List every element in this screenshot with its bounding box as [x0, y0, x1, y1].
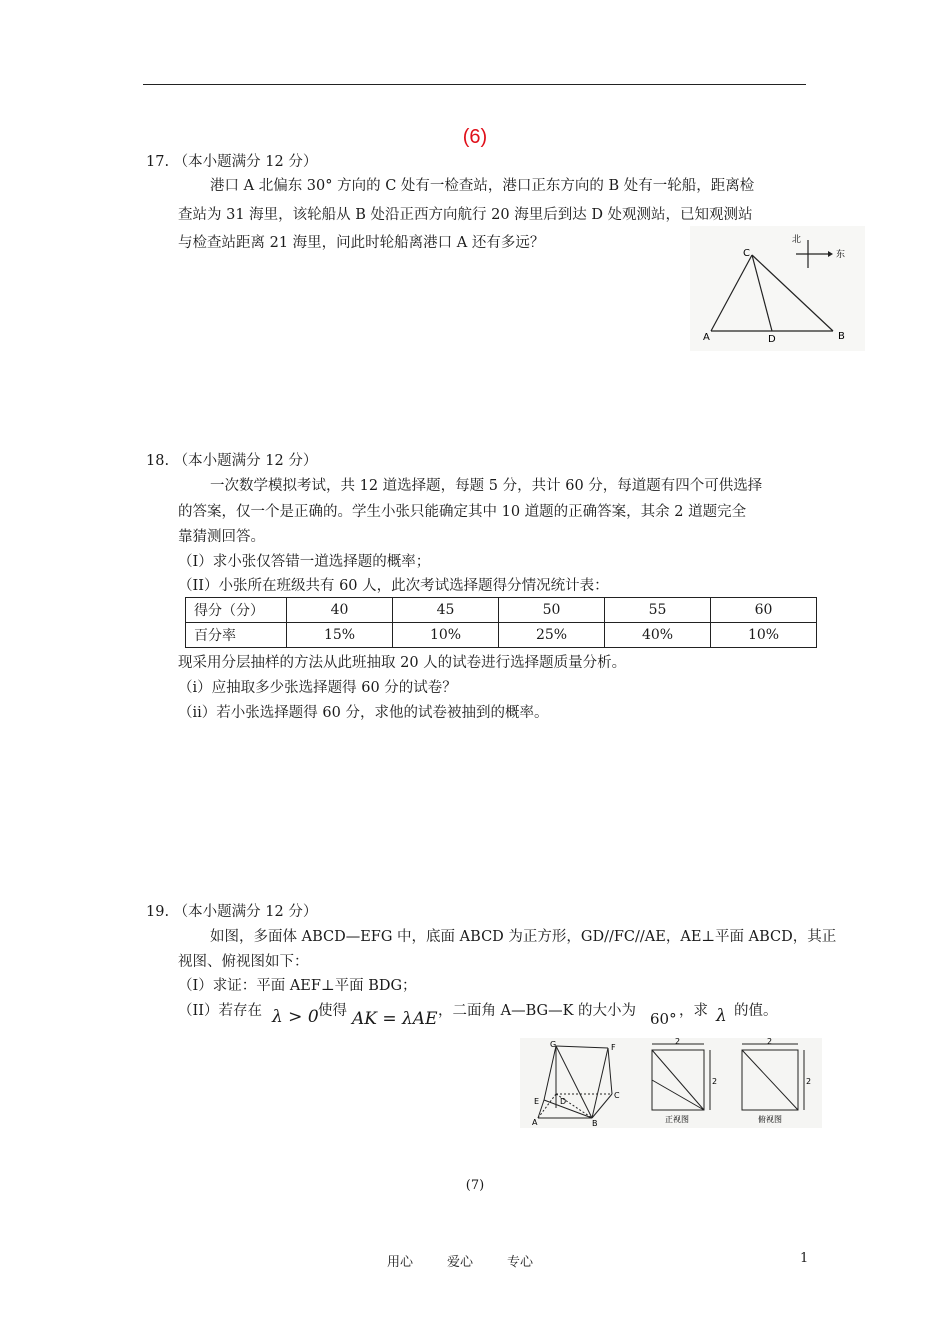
footer-motto-3: 专心	[507, 1255, 534, 1270]
footer-motto-1: 用心	[387, 1255, 414, 1270]
row-header-rate: 百分率	[186, 623, 287, 648]
label-g: G	[550, 1040, 557, 1049]
page-number: 1	[800, 1251, 809, 1266]
label-north: 北	[792, 235, 802, 245]
score-cell: 55	[605, 598, 711, 623]
q17-title: 17. （本小题满分 12 分）	[146, 154, 318, 170]
top-dim-side: 2	[806, 1077, 812, 1086]
header-rule	[143, 84, 806, 85]
math-ak-equation: AK = λAE	[352, 1009, 438, 1029]
score-cell: 60	[711, 598, 817, 623]
table-row-scores	[186, 598, 817, 623]
label-d: D	[768, 334, 776, 345]
score-stats-table	[185, 597, 817, 648]
front-dim-side: 2	[712, 1077, 718, 1086]
q19-part-1: （I）求证：平面 AEF⊥平面 BDG；	[178, 978, 417, 994]
label-e: E	[534, 1097, 540, 1106]
q19-part-2-mid2: ，二面角 A—BG—K 的大小为	[438, 1003, 637, 1019]
q19-part-2-mid3: ，求	[679, 1003, 708, 1019]
q18-sub-2: （ii）若小张选择题得 60 分，求他的试卷被抽到的概率。	[178, 705, 549, 721]
label-c: C	[614, 1091, 620, 1100]
footer-motto-2: 爱心	[447, 1255, 474, 1270]
q19-part-2-mid: 使得	[318, 1003, 347, 1019]
q18-title: 18. （本小题满分 12 分）	[146, 453, 318, 469]
top-view-caption: 俯视图	[758, 1115, 782, 1124]
rate-cell: 10%	[393, 623, 499, 648]
q19-title: 19. （本小题满分 12 分）	[146, 904, 318, 920]
q19-line-2: 视图、俯视图如下：	[178, 954, 309, 970]
q18-part-2: （II）小张所在班级共有 60 人，此次考试选择题得分情况统计表：	[178, 578, 609, 594]
q19-polyhedron-figure	[520, 1038, 822, 1128]
score-cell: 40	[287, 598, 393, 623]
math-lambda: λ	[716, 1006, 727, 1026]
section-title: (6)	[462, 126, 488, 148]
math-angle: 60°	[650, 1010, 677, 1028]
label-a: A	[703, 332, 710, 343]
q18-line-1: 一次数学模拟考试，共 12 道选择题，每题 5 分，共计 60 分，每道题有四个可供选择	[210, 478, 763, 494]
label-c: C	[743, 248, 750, 259]
q19-part-2-suffix: 的值。	[734, 1003, 778, 1019]
math-lambda-positive: λ > 0	[272, 1007, 319, 1027]
label-b: B	[592, 1119, 598, 1128]
rate-cell: 15%	[287, 623, 393, 648]
q19-line-1: 如图，多面体 ABCD—EFG 中，底面 ABCD 为正方形，GD//FC//AE，AE⊥平面 ABCD，其正	[210, 929, 837, 945]
page-mark: (7)	[465, 1178, 485, 1193]
q19-part-2-prefix: （II）若存在	[178, 1003, 262, 1019]
q17-line-1: 港口 A 北偏东 30° 方向的 C 处有一检查站，港口正东方向的 B 处有一轮船，距离检	[210, 178, 755, 194]
q18-line-3: 靠猜测回答。	[178, 529, 265, 545]
rate-cell: 25%	[499, 623, 605, 648]
rate-cell: 40%	[605, 623, 711, 648]
score-cell: 50	[499, 598, 605, 623]
row-header-score: 得分（分）	[186, 598, 287, 623]
label-f: F	[611, 1043, 616, 1052]
q18-sub-1: （i）应抽取多少张选择题得 60 分的试卷？	[178, 680, 457, 696]
q18-line-2: 的答案，仅一个是正确的。学生小张只能确定其中 10 道题的正确答案，其余 2 道题完全	[178, 504, 747, 520]
score-cell: 45	[393, 598, 499, 623]
q17-line-2: 查站为 31 海里，该轮船从 B 处沿正西方向航行 20 海里后到达 D 处观测站，已知观测站	[178, 207, 753, 223]
q18-part-1: （I）求小张仅答错一道选择题的概率；	[178, 554, 431, 570]
label-a: A	[532, 1118, 538, 1127]
rate-cell: 10%	[711, 623, 817, 648]
label-b: B	[838, 331, 845, 342]
q17-triangle-figure	[690, 226, 865, 351]
label-east: 东	[836, 250, 846, 260]
q17-line-3: 与检查站距离 21 海里，问此时轮船离港口 A 还有多远？	[178, 235, 545, 251]
q18-after-table: 现采用分层抽样的方法从此班抽取 20 人的试卷进行选择题质量分析。	[178, 655, 627, 671]
front-dim-top: 2	[675, 1038, 681, 1046]
top-dim-top: 2	[767, 1038, 773, 1046]
front-view-caption: 正视图	[665, 1115, 689, 1124]
label-d: D	[560, 1097, 567, 1106]
table-row-rates	[186, 623, 817, 648]
